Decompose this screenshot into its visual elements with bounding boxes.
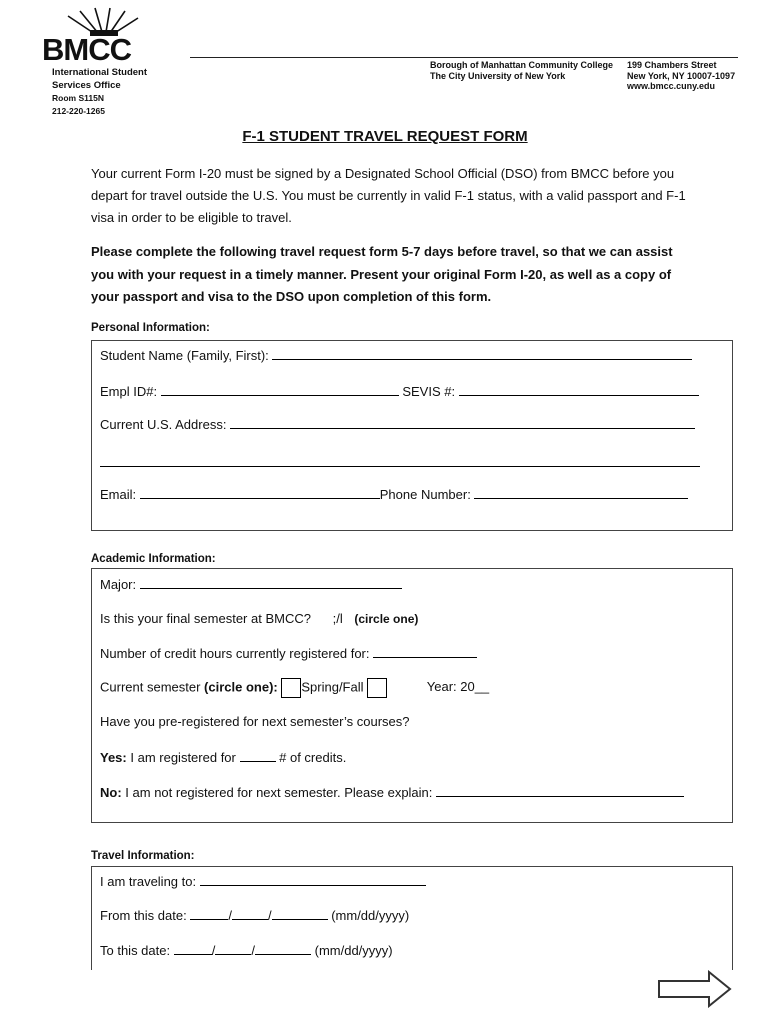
sevis-label: SEVIS #: <box>402 384 456 399</box>
empl-id-label: Empl ID#: <box>100 384 158 399</box>
to-year-field[interactable] <box>255 942 311 955</box>
header-rule <box>190 57 738 58</box>
from-date-row <box>100 907 409 923</box>
current-semester-label: Current semester <box>100 679 201 695</box>
address-row <box>100 416 695 432</box>
current-semester-row <box>100 678 489 698</box>
svg-text:BMCC: BMCC <box>42 32 131 64</box>
yes-label: Yes: <box>100 750 127 765</box>
explain-field[interactable] <box>436 784 684 797</box>
to-month-field[interactable] <box>174 942 212 955</box>
empl-id-field[interactable] <box>161 383 399 396</box>
yes-row <box>100 749 346 765</box>
credit-hours-field[interactable] <box>373 645 477 658</box>
student-name-label: Student Name (Family, First): <box>100 348 269 363</box>
traveling-to-row <box>100 873 426 889</box>
credit-hours-label: Number of credit hours currently registered for: <box>100 646 370 661</box>
major-field[interactable] <box>140 576 402 589</box>
final-semester-row <box>100 611 418 626</box>
circle-one-note: (circle one) <box>354 612 419 626</box>
student-name-row <box>100 347 692 363</box>
to-date-label: To this date: <box>100 943 171 958</box>
date-separator: / <box>211 943 216 958</box>
spring-checkbox[interactable] <box>281 678 301 698</box>
instructions-paragraph: Please complete the following travel request form 5-7 days before travel, so that we can assist you with your request in a timely manner. Present your original Form I-20, as well as a copy of your passport and visa to the DSO upon completion of this form. <box>91 244 673 304</box>
address-field-line2[interactable] <box>100 466 700 467</box>
no-label: No: <box>100 785 122 800</box>
preregistered-row: Have you pre-registered for next semester’s courses? <box>100 714 410 729</box>
credit-hours-row <box>100 645 477 661</box>
destination-field[interactable] <box>200 873 426 886</box>
bmcc-logo <box>40 6 185 64</box>
office-line: 212-220-1265 <box>52 105 105 116</box>
fall-checkbox[interactable] <box>367 678 387 698</box>
from-month-field[interactable] <box>190 907 228 920</box>
circle-one-note: (circle one): <box>204 679 278 695</box>
from-date-label: From this date: <box>100 908 187 923</box>
final-semester-label: Is this your final semester at BMCC? <box>100 611 311 626</box>
office-line: Room S115N <box>52 93 104 103</box>
intro-paragraph: Your current Form I-20 must be signed by a Designated School Official (DSO) from BMCC before you depart for travel outside the U.S. You must be currently in valid F-1 status, with a valid passport and F-1 visa in order to be eligible to travel. <box>91 166 686 225</box>
address-line: www.bmcc.cuny.edu <box>627 81 716 91</box>
address-field[interactable] <box>230 416 695 429</box>
credits-field[interactable] <box>240 749 276 762</box>
to-date-row <box>100 942 393 958</box>
yes-text-end: # of credits. <box>279 750 347 765</box>
from-day-field[interactable] <box>232 907 268 920</box>
college-line: Borough of Manhattan Community College <box>430 60 613 70</box>
personal-section-label: Personal Information: <box>91 322 210 334</box>
college-line: The City University of New York <box>430 70 566 81</box>
major-row <box>100 576 402 592</box>
personal-info-box <box>91 340 733 531</box>
spring-fall-label: Spring/Fall <box>301 679 364 695</box>
office-info <box>52 67 147 117</box>
year-field[interactable]: Year: 20__ <box>426 679 490 695</box>
address-line: 199 Chambers Street <box>627 60 717 70</box>
to-day-field[interactable] <box>215 942 251 955</box>
email-label: Email: <box>100 487 137 502</box>
next-page-arrow-icon[interactable] <box>657 970 733 1008</box>
student-name-field[interactable] <box>272 347 692 360</box>
office-line: Services Office <box>52 79 121 91</box>
sevis-field[interactable] <box>459 383 699 396</box>
phone-label: Phone Number: <box>379 487 471 502</box>
address-line: New York, NY 10007-1097 <box>627 70 736 81</box>
no-row <box>100 784 684 800</box>
academic-section-label: Academic Information: <box>91 553 216 565</box>
date-separator: / <box>228 908 232 923</box>
date-separator: / <box>267 908 272 923</box>
major-label: Major: <box>100 577 137 592</box>
final-semester-choice[interactable]: ;/l <box>332 611 343 626</box>
date-separator: / <box>251 943 255 958</box>
no-text: I am not registered for next semester. Please explain: <box>125 785 433 800</box>
date-format-hint: (mm/dd/yyyy) <box>331 908 410 923</box>
address-info <box>627 60 735 92</box>
date-format-hint: (mm/dd/yyyy) <box>314 943 393 958</box>
email-phone-row <box>100 486 688 502</box>
address-label: Current U.S. Address: <box>100 417 227 432</box>
traveling-to-label: I am traveling to: <box>100 874 197 889</box>
office-line: International Student <box>52 67 147 78</box>
phone-field[interactable] <box>474 486 688 499</box>
empl-sevis-row <box>100 383 699 399</box>
college-info <box>430 60 613 81</box>
travel-section-label: Travel Information: <box>91 850 195 862</box>
yes-text: I am registered for <box>130 750 236 765</box>
email-field[interactable] <box>140 486 380 499</box>
form-title: F-1 STUDENT TRAVEL REQUEST FORM <box>242 128 528 145</box>
from-year-field[interactable] <box>272 907 328 920</box>
